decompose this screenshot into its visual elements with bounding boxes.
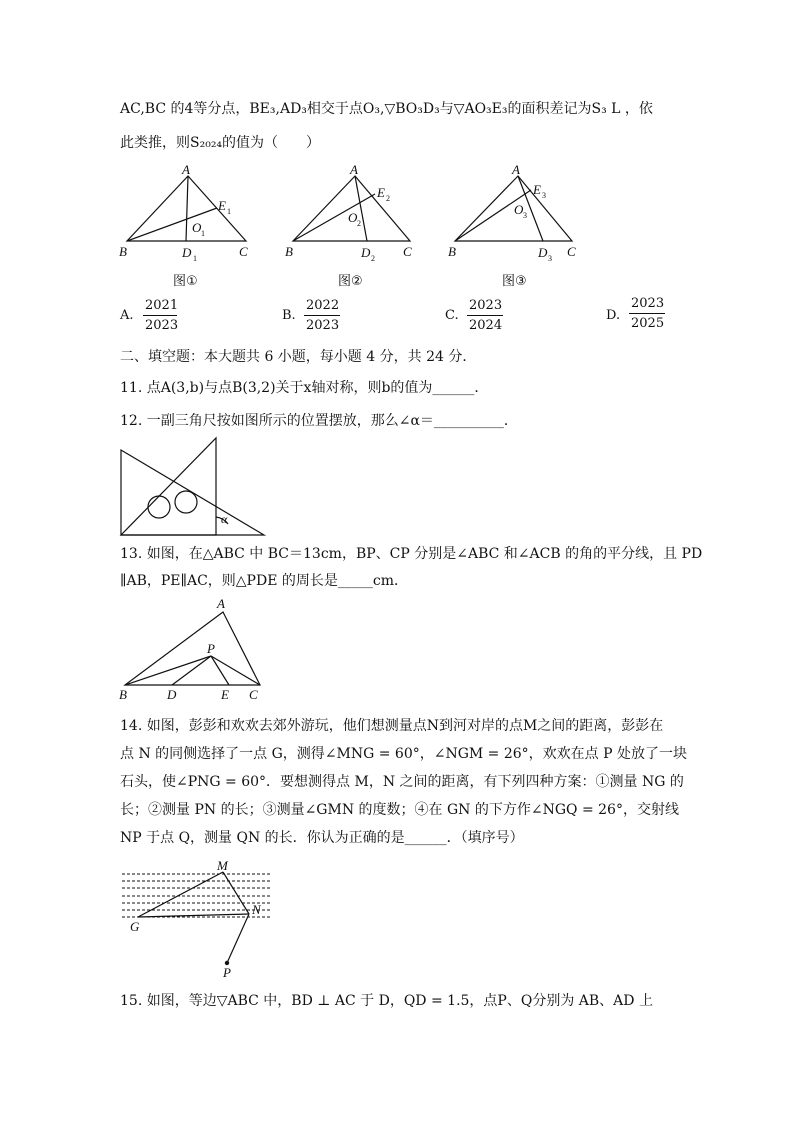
- section-2-heading: 二、填空题：本大题共 6 小题，每小题 4 分，共 24 分．: [120, 349, 477, 365]
- fig3-label-D: D: [538, 245, 548, 260]
- fig3-label-Osub: 3: [523, 211, 527, 220]
- fig3-label-O: O: [514, 202, 524, 217]
- fig2-label-B: B: [285, 244, 293, 259]
- fig3-caption: 图③: [502, 274, 527, 289]
- option-b-label: B.: [282, 308, 296, 323]
- q12-text: 12. 一副三角尺按如图所示的位置摆放，那么∠α＝__________．: [120, 413, 518, 429]
- fig1-label-Esub: 1: [227, 207, 231, 216]
- fig1-label-D: D: [182, 245, 192, 260]
- q13-label-D: D: [167, 687, 177, 702]
- q12-alpha-label: α: [221, 512, 228, 526]
- option-a-den: 2023: [145, 318, 179, 333]
- q10-line1: AC,BC 的4等分点，BE₃,AD₃相交于点O₃,▽BO₃D₃与▽AO₃E₃的面积差记为S₃ L ，依: [120, 101, 653, 117]
- q14-line1: 14. 如图，彭彭和欢欢去郊外游玩，他们想测量点N到河对岸的点M之间的距离，彭彭在: [120, 718, 664, 734]
- q13-label-B: B: [119, 687, 127, 702]
- option-a-num: 2021: [145, 298, 179, 313]
- fig3-label-A: A: [512, 162, 520, 177]
- q13-label-C: C: [249, 687, 258, 702]
- fig3-label-Dsub: 3: [548, 254, 552, 263]
- option-c-label: C.: [445, 308, 459, 323]
- q10-line2: 此类推，则S₂₀₂₄的值为（ ）: [120, 135, 321, 151]
- option-b-den: 2023: [306, 318, 340, 333]
- q14-label-G: G: [130, 919, 140, 934]
- option-a-label: A.: [120, 308, 134, 323]
- q15-text: 15. 如图，等边▽ABC 中，BD ⊥ AC 于 D，QD = 1.5，点P、Q分别为 AB、AD 上: [120, 993, 653, 1009]
- fig1-caption: 图①: [173, 274, 198, 289]
- fig1-label-Dsub: 1: [193, 254, 197, 263]
- q14-label-N: N: [252, 902, 261, 917]
- fig3-label-C: C: [567, 244, 576, 259]
- option-b-num: 2022: [306, 298, 340, 313]
- q14-line2: 点 N 的同侧选择了一点 G，测得∠MNG = 60°，∠NGM = 26°，欢欢在点 P 处放了一块: [120, 746, 687, 762]
- fig3-label-Esub: 3: [542, 191, 546, 200]
- fig2-caption: 图②: [338, 274, 363, 289]
- q14-label-P: P: [223, 965, 231, 980]
- fig1-label-O: O: [192, 220, 202, 235]
- q11-text: 11. 点A(3,b)与点B(3,2)关于x轴对称，则b的值为______．: [120, 380, 489, 396]
- fig1-label-B: B: [119, 244, 127, 259]
- q14-label-M: M: [217, 858, 228, 873]
- fig1-label-Osub: 1: [201, 229, 205, 238]
- option-d-den: 2025: [631, 316, 665, 331]
- fig2-label-Osub: 2: [357, 219, 361, 228]
- option-c-den: 2024: [469, 318, 503, 333]
- q13-label-A: A: [217, 596, 225, 611]
- fig2-label-D: D: [361, 245, 371, 260]
- q13-label-E: E: [221, 687, 229, 702]
- option-c-num: 2023: [469, 298, 503, 313]
- fig2-label-O: O: [348, 210, 358, 225]
- fig2-label-C: C: [403, 244, 412, 259]
- fig3-label-E: E: [533, 182, 541, 197]
- fig2-label-Dsub: 2: [371, 254, 375, 263]
- q14-line5: NP 于点 Q，测量 QN 的长．你认为正确的是______．（填序号）: [120, 830, 524, 846]
- fig1-label-E: E: [218, 198, 226, 213]
- q14-line3: 石头，使∠PNG = 60°．要想测得点 M，N 之间的距离，有下列四种方案：①测量 NG 的: [120, 774, 684, 790]
- fig2-label-E: E: [377, 185, 385, 200]
- fig2-label-A: A: [350, 162, 358, 177]
- q13-line1: 13. 如图，在△ABC 中 BC＝13cm，BP、CP 分别是∠ABC 和∠ACB 的角的平分线，且 PD: [120, 546, 703, 562]
- q13-line2: ∥AB，PE∥AC，则△PDE 的周长是_____cm．: [120, 573, 408, 589]
- fig1-label-C: C: [239, 244, 248, 259]
- fig1-label-A: A: [182, 162, 190, 177]
- fig2-label-Esub: 2: [386, 194, 390, 203]
- option-d-label: D.: [606, 308, 621, 323]
- q13-label-P: P: [207, 641, 215, 656]
- q14-line4: 长；②测量 PN 的长；③测量∠GMN 的度数；④在 GN 的下方作∠NGQ = 26°，交射线: [120, 802, 679, 818]
- fig3-label-B: B: [448, 244, 456, 259]
- option-d-num: 2023: [631, 296, 665, 311]
